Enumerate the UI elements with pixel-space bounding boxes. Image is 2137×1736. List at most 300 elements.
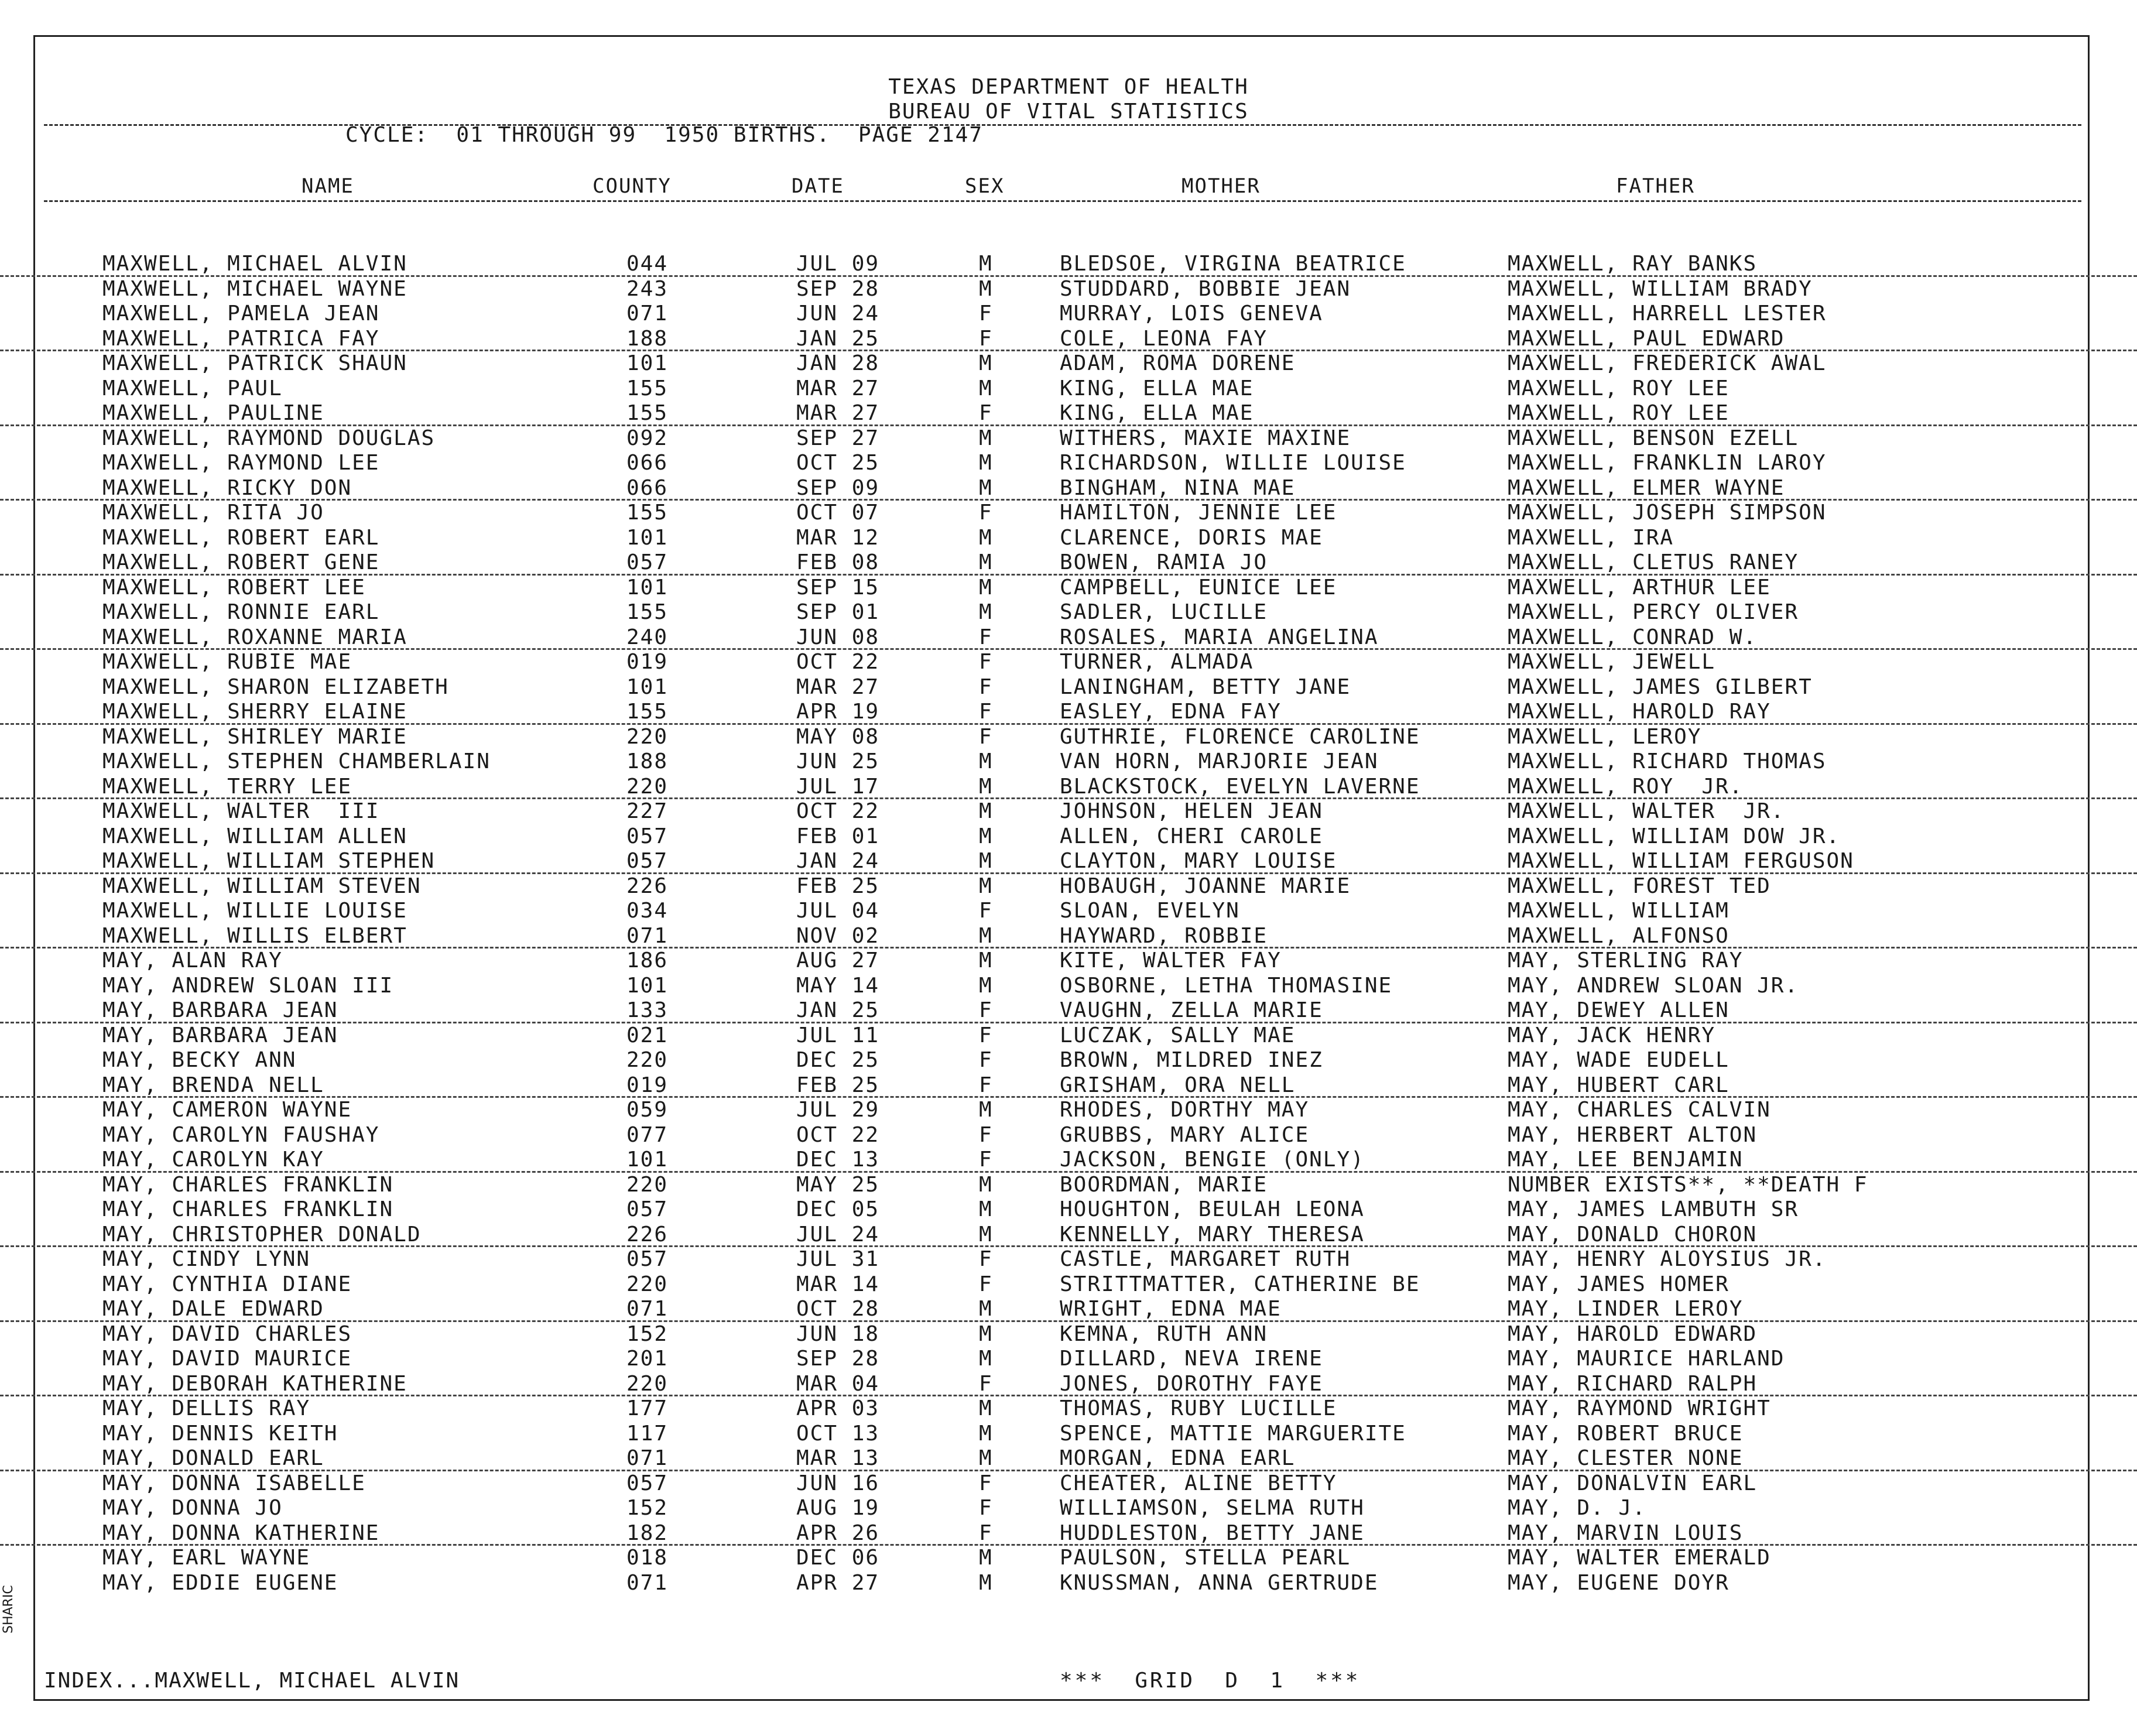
- cell-father: MAY, DONALVIN EARL: [1508, 1471, 1758, 1495]
- table-row: [0, 1521, 2137, 1546]
- cell-date: OCT 22: [796, 799, 880, 823]
- cell-father: MAXWELL, HARRELL LESTER: [1508, 302, 1827, 326]
- cell-county: 186: [626, 949, 669, 973]
- col-head-date: DATE: [792, 174, 844, 198]
- cell-father: MAY, HUBERT CARL: [1508, 1073, 1730, 1097]
- cell-date: APR 26: [796, 1521, 880, 1545]
- table-row: [0, 1073, 2137, 1098]
- table-row: [0, 277, 2137, 302]
- cell-sex: M: [979, 600, 993, 624]
- cell-county: 018: [626, 1546, 669, 1570]
- cell-mother: ALLEN, CHERI CAROLE: [1060, 824, 1323, 848]
- cell-mother: ADAM, ROMA DORENE: [1060, 351, 1296, 375]
- cell-sex: F: [979, 501, 993, 525]
- cell-mother: KENNELLY, MARY THERESA: [1060, 1222, 1365, 1247]
- cell-mother: VAUGHN, ZELLA MARIE: [1060, 998, 1323, 1022]
- cell-county: 133: [626, 998, 669, 1022]
- cell-name: MAXWELL, SHIRLEY MARIE: [102, 724, 407, 749]
- cell-sex: M: [979, 1172, 993, 1197]
- cell-mother: LANINGHAM, BETTY JANE: [1060, 674, 1351, 699]
- cell-county: 101: [626, 351, 669, 375]
- cell-county: 057: [626, 550, 669, 574]
- cell-name: MAXWELL, RAYMOND DOUGLAS: [102, 426, 436, 450]
- cell-sex: F: [979, 1371, 993, 1396]
- cell-date: NOV 02: [796, 923, 880, 948]
- table-row: [0, 426, 2137, 451]
- cell-mother: COLE, LEONA FAY: [1060, 326, 1268, 351]
- cell-name: MAY, DONNA ISABELLE: [102, 1471, 366, 1495]
- cell-date: JUL 29: [796, 1098, 880, 1122]
- cell-sex: M: [979, 824, 993, 848]
- cell-sex: F: [979, 700, 993, 724]
- cell-father: MAXWELL, WILLIAM BRADY: [1508, 276, 1813, 301]
- cell-date: FEB 08: [796, 550, 880, 574]
- table-row: [0, 1396, 2137, 1422]
- cell-sex: M: [979, 874, 993, 898]
- cell-name: MAXWELL, MICHAEL ALVIN: [102, 252, 407, 276]
- cell-name: MAXWELL, TERRY LEE: [102, 774, 352, 799]
- cell-father: MAXWELL, BENSON EZELL: [1508, 426, 1799, 450]
- cell-sex: F: [979, 1272, 993, 1296]
- cell-date: MAR 12: [796, 525, 880, 550]
- cell-father: MAXWELL, JEWELL: [1508, 650, 1716, 674]
- table-row: [0, 974, 2137, 999]
- cell-date: JUN 16: [796, 1471, 880, 1495]
- col-head-mother: MOTHER: [1181, 174, 1261, 198]
- cell-sex: M: [979, 774, 993, 799]
- cell-county: 220: [626, 1272, 669, 1296]
- cell-father: MAY, DEWEY ALLEN: [1508, 998, 1730, 1022]
- cell-father: MAXWELL, RAY BANKS: [1508, 252, 1758, 276]
- cell-father: MAY, RAYMOND WRIGHT: [1508, 1396, 1771, 1420]
- table-row: [0, 749, 2137, 775]
- cell-name: MAXWELL, WILLIS ELBERT: [102, 923, 407, 948]
- cell-name: MAXWELL, PAULINE: [102, 401, 324, 425]
- cell-father: MAY, MAURICE HARLAND: [1508, 1347, 1785, 1371]
- cell-mother: JACKSON, BENGIE (ONLY): [1060, 1148, 1365, 1172]
- table-row: [0, 1173, 2137, 1198]
- cell-father: MAY, JAMES LAMBUTH SR: [1508, 1197, 1799, 1221]
- table-row: [0, 351, 2137, 376]
- cell-date: JUN 24: [796, 302, 880, 326]
- cell-mother: RICHARDSON, WILLIE LOUISE: [1060, 451, 1406, 475]
- cell-name: MAY, DAVID MAURICE: [102, 1347, 352, 1371]
- cell-name: MAY, CAROLYN FAUSHAY: [102, 1122, 380, 1147]
- cell-date: JAN 25: [796, 326, 880, 351]
- cell-name: MAXWELL, RUBIE MAE: [102, 650, 352, 674]
- table-row: [0, 476, 2137, 501]
- table-row: [0, 302, 2137, 327]
- cell-sex: F: [979, 1048, 993, 1072]
- table-row: [0, 1272, 2137, 1297]
- cell-sex: M: [979, 973, 993, 998]
- cell-county: 220: [626, 774, 669, 799]
- cell-date: FEB 01: [796, 824, 880, 848]
- cell-father: MAY, EUGENE DOYR: [1508, 1570, 1730, 1595]
- table-row: [0, 451, 2137, 476]
- cell-father: MAXWELL, ALFONSO: [1508, 923, 1730, 948]
- table-row: [0, 824, 2137, 850]
- cell-sex: F: [979, 1148, 993, 1172]
- table-row: [0, 600, 2137, 625]
- cell-date: JUL 09: [796, 252, 880, 276]
- cell-date: JUL 24: [796, 1222, 880, 1247]
- cell-county: 240: [626, 625, 669, 649]
- cell-mother: DILLARD, NEVA IRENE: [1060, 1347, 1323, 1371]
- cell-name: MAY, DONALD EARL: [102, 1446, 324, 1470]
- cell-father: MAY, D. J.: [1508, 1496, 1646, 1520]
- table-row: [0, 401, 2137, 426]
- cell-name: MAXWELL, ROBERT GENE: [102, 550, 380, 574]
- cell-county: 044: [626, 252, 669, 276]
- cell-county: 201: [626, 1347, 669, 1371]
- cell-name: MAY, CHARLES FRANKLIN: [102, 1172, 394, 1197]
- table-row: [0, 998, 2137, 1023]
- cell-mother: ROSALES, MARIA ANGELINA: [1060, 625, 1379, 649]
- cell-name: MAXWELL, PAMELA JEAN: [102, 302, 380, 326]
- cell-name: MAY, DELLIS RAY: [102, 1396, 311, 1420]
- cell-sex: F: [979, 1471, 993, 1495]
- cell-county: 021: [626, 1023, 669, 1047]
- cell-sex: F: [979, 326, 993, 351]
- cell-date: MAR 27: [796, 401, 880, 425]
- cell-date: MAR 27: [796, 674, 880, 699]
- cell-sex: M: [979, 799, 993, 823]
- cell-date: SEP 28: [796, 1347, 880, 1371]
- cell-county: 101: [626, 674, 669, 699]
- grid-footer: *** GRID D 1 ***: [1060, 1669, 1361, 1693]
- table-row: [0, 1571, 2137, 1596]
- cell-father: MAXWELL, IRA: [1508, 525, 1674, 550]
- col-head-father: FATHER: [1616, 174, 1695, 198]
- cell-county: 077: [626, 1122, 669, 1147]
- cell-county: 152: [626, 1496, 669, 1520]
- cell-mother: WILLIAMSON, SELMA RUTH: [1060, 1496, 1365, 1520]
- cell-sex: F: [979, 625, 993, 649]
- cell-father: MAXWELL, JAMES GILBERT: [1508, 674, 1813, 699]
- cell-father: MAXWELL, LEROY: [1508, 724, 1702, 749]
- cell-date: MAY 25: [796, 1172, 880, 1197]
- cell-name: MAY, DONNA KATHERINE: [102, 1521, 380, 1545]
- cell-name: MAXWELL, RONNIE EARL: [102, 600, 380, 624]
- cell-sex: M: [979, 849, 993, 873]
- cell-sex: F: [979, 1023, 993, 1047]
- cell-sex: M: [979, 1446, 993, 1470]
- cell-date: APR 19: [796, 700, 880, 724]
- cell-mother: BLACKSTOCK, EVELYN LAVERNE: [1060, 774, 1420, 799]
- cell-county: 071: [626, 1570, 669, 1595]
- cell-father: MAY, DONALD CHORON: [1508, 1222, 1758, 1247]
- table-row: [0, 1223, 2137, 1248]
- cell-father: MAXWELL, FREDERICK AWAL: [1508, 351, 1827, 375]
- cell-name: MAXWELL, ROXANNE MARIA: [102, 625, 407, 649]
- cell-sex: M: [979, 1546, 993, 1570]
- table-row: [0, 899, 2137, 924]
- cell-name: MAXWELL, WILLIE LOUISE: [102, 899, 407, 923]
- cell-father: MAXWELL, ROY JR.: [1508, 774, 1744, 799]
- cell-sex: M: [979, 749, 993, 773]
- cell-sex: F: [979, 650, 993, 674]
- cell-name: MAY, DAVID CHARLES: [102, 1321, 352, 1346]
- cell-county: 057: [626, 849, 669, 873]
- cell-date: OCT 22: [796, 650, 880, 674]
- cell-date: FEB 25: [796, 1073, 880, 1097]
- cell-father: MAY, MARVIN LOUIS: [1508, 1521, 1744, 1545]
- cell-date: DEC 13: [796, 1148, 880, 1172]
- table-row: [0, 625, 2137, 650]
- cell-sex: F: [979, 674, 993, 699]
- table-row: [0, 327, 2137, 352]
- cell-name: MAY, BECKY ANN: [102, 1048, 297, 1072]
- cell-mother: MURRAY, LOIS GENEVA: [1060, 302, 1323, 326]
- cell-father: MAY, WADE EUDELL: [1508, 1048, 1730, 1072]
- cell-sex: M: [979, 1570, 993, 1595]
- cell-county: 220: [626, 1371, 669, 1396]
- cell-mother: GUTHRIE, FLORENCE CAROLINE: [1060, 724, 1420, 749]
- cell-county: 155: [626, 700, 669, 724]
- cell-name: MAY, DEBORAH KATHERINE: [102, 1371, 407, 1396]
- cell-sex: M: [979, 1197, 993, 1221]
- cell-father: MAXWELL, HAROLD RAY: [1508, 700, 1771, 724]
- cell-sex: F: [979, 1122, 993, 1147]
- cell-sex: F: [979, 998, 993, 1022]
- cell-date: APR 27: [796, 1570, 880, 1595]
- cell-county: 057: [626, 824, 669, 848]
- cell-county: 071: [626, 1297, 669, 1321]
- cell-father: MAY, JAMES HOMER: [1508, 1272, 1730, 1296]
- cell-name: MAY, CHARLES FRANKLIN: [102, 1197, 394, 1221]
- cell-sex: M: [979, 252, 993, 276]
- bureau-title: BUREAU OF VITAL STATISTICS: [888, 100, 1249, 124]
- cell-name: MAY, DONNA JO: [102, 1496, 283, 1520]
- table-row: [0, 1197, 2137, 1223]
- cell-county: 019: [626, 1073, 669, 1097]
- cell-father: MAXWELL, WILLIAM FERGUSON: [1508, 849, 1854, 873]
- table-row: [0, 924, 2137, 949]
- table-row: [0, 1347, 2137, 1372]
- cell-mother: EASLEY, EDNA FAY: [1060, 700, 1282, 724]
- cell-name: MAY, EDDIE EUGENE: [102, 1570, 338, 1595]
- cell-mother: JOHNSON, HELEN JEAN: [1060, 799, 1323, 823]
- table-row: [0, 1297, 2137, 1322]
- cell-sex: M: [979, 923, 993, 948]
- cell-father: MAY, RICHARD RALPH: [1508, 1371, 1758, 1396]
- cell-mother: THOMAS, RUBY LUCILLE: [1060, 1396, 1337, 1420]
- cell-date: JAN 24: [796, 849, 880, 873]
- cell-mother: CLARENCE, DORIS MAE: [1060, 525, 1323, 550]
- cell-name: MAXWELL, STEPHEN CHAMBERLAIN: [102, 749, 491, 773]
- cell-date: JUN 08: [796, 625, 880, 649]
- cell-name: MAXWELL, ROBERT EARL: [102, 525, 380, 550]
- cell-name: MAXWELL, RICKY DON: [102, 475, 352, 500]
- table-row: [0, 1098, 2137, 1123]
- cell-mother: KING, ELLA MAE: [1060, 401, 1254, 425]
- cell-sex: M: [979, 1222, 993, 1247]
- cell-mother: BROWN, MILDRED INEZ: [1060, 1048, 1323, 1072]
- cell-mother: HOBAUGH, JOANNE MARIE: [1060, 874, 1351, 898]
- birth-records-list: [0, 252, 2137, 1595]
- table-row: [0, 1372, 2137, 1397]
- cell-mother: CHEATER, ALINE BETTY: [1060, 1471, 1337, 1495]
- cell-name: MAXWELL, MICHAEL WAYNE: [102, 276, 407, 301]
- cell-county: 101: [626, 973, 669, 998]
- cell-father: MAXWELL, WALTER JR.: [1508, 799, 1785, 823]
- cell-county: 226: [626, 874, 669, 898]
- cell-name: MAXWELL, SHERRY ELAINE: [102, 700, 407, 724]
- table-row: [0, 675, 2137, 700]
- cell-sex: F: [979, 401, 993, 425]
- cell-county: 071: [626, 923, 669, 948]
- cell-date: SEP 09: [796, 475, 880, 500]
- table-row: [0, 725, 2137, 750]
- cell-sex: M: [979, 575, 993, 600]
- cell-date: DEC 05: [796, 1197, 880, 1221]
- table-row: [0, 526, 2137, 551]
- cell-county: 188: [626, 326, 669, 351]
- cell-mother: BLEDSOE, VIRGINA BEATRICE: [1060, 252, 1406, 276]
- cell-county: 155: [626, 600, 669, 624]
- cell-county: 101: [626, 1148, 669, 1172]
- cell-sex: M: [979, 351, 993, 375]
- table-row: [0, 1422, 2137, 1447]
- cell-date: SEP 28: [796, 276, 880, 301]
- cell-county: 226: [626, 1222, 669, 1247]
- cell-county: 152: [626, 1321, 669, 1346]
- table-row: [0, 1048, 2137, 1073]
- cell-father: MAY, ROBERT BRUCE: [1508, 1421, 1744, 1446]
- cell-mother: SLOAN, EVELYN: [1060, 899, 1240, 923]
- cell-name: MAY, ALAN RAY: [102, 949, 283, 973]
- cell-mother: HAYWARD, ROBBIE: [1060, 923, 1268, 948]
- table-row: [0, 376, 2137, 402]
- cell-date: SEP 01: [796, 600, 880, 624]
- cell-name: MAY, DENNIS KEITH: [102, 1421, 338, 1446]
- cell-sex: M: [979, 1421, 993, 1446]
- col-head-sex: SEX: [965, 174, 1005, 198]
- cell-county: 071: [626, 1446, 669, 1470]
- cell-name: MAY, BARBARA JEAN: [102, 1023, 338, 1047]
- cell-sex: M: [979, 1098, 993, 1122]
- table-row: [0, 949, 2137, 974]
- cell-county: 188: [626, 749, 669, 773]
- cell-father: MAY, LEE BENJAMIN: [1508, 1148, 1744, 1172]
- cell-county: 066: [626, 475, 669, 500]
- cell-date: MAY 08: [796, 724, 880, 749]
- cell-mother: WRIGHT, EDNA MAE: [1060, 1297, 1282, 1321]
- cell-county: 057: [626, 1247, 669, 1271]
- cell-county: 071: [626, 302, 669, 326]
- table-row: [0, 874, 2137, 899]
- cell-date: AUG 27: [796, 949, 880, 973]
- cell-mother: SADLER, LUCILLE: [1060, 600, 1268, 624]
- department-title: TEXAS DEPARTMENT OF HEALTH: [888, 75, 1249, 99]
- cell-father: MAY, HAROLD EDWARD: [1508, 1321, 1758, 1346]
- cell-date: JUN 25: [796, 749, 880, 773]
- cell-date: JUL 17: [796, 774, 880, 799]
- table-row: [0, 650, 2137, 675]
- col-head-county: COUNTY: [593, 174, 672, 198]
- cell-date: OCT 13: [796, 1421, 880, 1446]
- cell-father: MAY, LINDER LEROY: [1508, 1297, 1744, 1321]
- cell-mother: HUDDLESTON, BETTY JANE: [1060, 1521, 1365, 1545]
- cell-sex: M: [979, 1297, 993, 1321]
- table-row: [0, 1471, 2137, 1497]
- cell-name: MAY, DALE EDWARD: [102, 1297, 324, 1321]
- cell-date: OCT 28: [796, 1297, 880, 1321]
- cell-name: MAXWELL, SHARON ELIZABETH: [102, 674, 449, 699]
- cell-date: SEP 27: [796, 426, 880, 450]
- cell-county: 057: [626, 1197, 669, 1221]
- table-row: [0, 1148, 2137, 1173]
- cell-sex: F: [979, 302, 993, 326]
- cell-name: MAY, CYNTHIA DIANE: [102, 1272, 352, 1296]
- cell-name: MAXWELL, PAUL: [102, 376, 283, 400]
- cell-sex: M: [979, 451, 993, 475]
- index-footer: INDEX...MAXWELL, MICHAEL ALVIN: [44, 1669, 460, 1693]
- cell-date: MAR 13: [796, 1446, 880, 1470]
- cell-father: MAY, WALTER EMERALD: [1508, 1546, 1771, 1570]
- cell-mother: PAULSON, STELLA PEARL: [1060, 1546, 1351, 1570]
- cell-date: JUL 31: [796, 1247, 880, 1271]
- cell-sex: M: [979, 525, 993, 550]
- cell-mother: STRITTMATTER, CATHERINE BE: [1060, 1272, 1420, 1296]
- cell-father: MAXWELL, FOREST TED: [1508, 874, 1771, 898]
- cell-mother: VAN HORN, MARJORIE JEAN: [1060, 749, 1379, 773]
- cell-county: 177: [626, 1396, 669, 1420]
- cell-sex: F: [979, 1247, 993, 1271]
- cell-mother: CLAYTON, MARY LOUISE: [1060, 849, 1337, 873]
- cell-county: 066: [626, 451, 669, 475]
- cell-mother: JONES, DOROTHY FAYE: [1060, 1371, 1323, 1396]
- cell-sex: M: [979, 550, 993, 574]
- cell-father: MAY, STERLING RAY: [1508, 949, 1744, 973]
- cell-father: MAXWELL, PAUL EDWARD: [1508, 326, 1785, 351]
- cell-date: JAN 25: [796, 998, 880, 1022]
- cell-mother: KING, ELLA MAE: [1060, 376, 1254, 400]
- cell-mother: STUDDARD, BOBBIE JEAN: [1060, 276, 1351, 301]
- cell-county: 059: [626, 1098, 669, 1122]
- cell-father: MAXWELL, PERCY OLIVER: [1508, 600, 1799, 624]
- cell-sex: F: [979, 724, 993, 749]
- cell-county: 019: [626, 650, 669, 674]
- cell-sex: M: [979, 376, 993, 400]
- cell-father: MAXWELL, WILLIAM: [1508, 899, 1730, 923]
- cell-county: 220: [626, 1048, 669, 1072]
- cell-date: SEP 15: [796, 575, 880, 600]
- cell-name: MAY, CAROLYN KAY: [102, 1148, 324, 1172]
- cell-date: APR 03: [796, 1396, 880, 1420]
- table-row: [0, 501, 2137, 526]
- cell-name: MAXWELL, WILLIAM STEPHEN: [102, 849, 436, 873]
- cell-county: 227: [626, 799, 669, 823]
- cell-mother: WITHERS, MAXIE MAXINE: [1060, 426, 1351, 450]
- cell-mother: SPENCE, MATTIE MARGUERITE: [1060, 1421, 1406, 1446]
- cell-sex: M: [979, 276, 993, 301]
- cell-sex: M: [979, 1396, 993, 1420]
- cell-father: MAY, HENRY ALOYSIUS JR.: [1508, 1247, 1827, 1271]
- cell-name: MAXWELL, RITA JO: [102, 501, 324, 525]
- cell-sex: F: [979, 899, 993, 923]
- cell-date: MAY 14: [796, 973, 880, 998]
- cell-father: MAXWELL, JOSEPH SIMPSON: [1508, 501, 1827, 525]
- cell-name: MAY, BRENDA NELL: [102, 1073, 324, 1097]
- cell-date: FEB 25: [796, 874, 880, 898]
- cell-county: 101: [626, 525, 669, 550]
- cell-name: MAXWELL, WILLIAM ALLEN: [102, 824, 407, 848]
- cell-mother: GRISHAM, ORA NELL: [1060, 1073, 1296, 1097]
- cell-mother: BINGHAM, NINA MAE: [1060, 475, 1296, 500]
- table-row: [0, 1446, 2137, 1471]
